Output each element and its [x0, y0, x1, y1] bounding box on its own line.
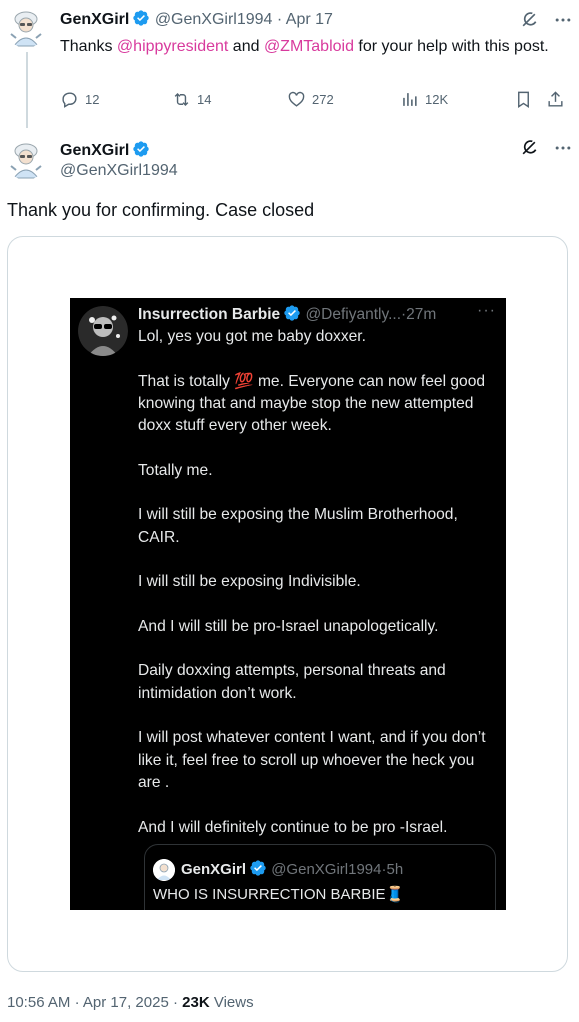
quote-avatar	[153, 859, 175, 881]
screenshot-avatar	[78, 306, 128, 356]
screenshot-more-icon: ···	[477, 302, 496, 319]
tweet-text: Thank you for confirming. Case closed	[7, 200, 315, 220]
avatar-image	[6, 140, 46, 180]
screenshot-paragraph: And I will still be pro-Israel unapologetically.	[138, 617, 439, 635]
views-count[interactable]: 23K	[182, 994, 210, 1011]
post-metadata	[7, 994, 254, 1011]
screenshot-display-name: Insurrection Barbie	[138, 306, 281, 323]
share-icon	[546, 90, 565, 109]
screenshot-text	[138, 326, 498, 861]
reply-count: 12	[85, 92, 100, 107]
screenshot-time: 27m	[406, 306, 437, 323]
reply-button[interactable]	[60, 90, 99, 109]
share-button[interactable]	[546, 90, 565, 109]
post-full-date[interactable]: Apr 17, 2025	[82, 994, 169, 1011]
bookmark-icon	[514, 90, 533, 109]
like-icon	[287, 90, 306, 109]
quote-handle: @GenXGirl1994	[271, 861, 382, 878]
tweet-text-part: Thanks	[60, 38, 117, 55]
repost-icon	[172, 90, 191, 109]
handle[interactable]: @GenXGirl1994	[60, 162, 178, 179]
screenshot-paragraph: That is totally 💯 me. Everyone can now feel good knowing that and maybe stop the new attempted doxx stuff every other week.	[138, 372, 486, 435]
media-attachment[interactable]	[7, 236, 568, 972]
display-name-row	[60, 140, 150, 160]
screenshot-quote-tweet	[144, 844, 496, 910]
screenshot-paragraph: Lol, yes you got me baby doxxer.	[138, 328, 366, 345]
separator: ·	[172, 994, 178, 1011]
grok-icon[interactable]	[519, 138, 539, 158]
verified-badge-icon	[283, 304, 301, 322]
avatar-image	[6, 8, 46, 48]
separator: ·	[381, 861, 387, 878]
mention-link[interactable]: @hippyresident	[116, 38, 229, 55]
mention-link[interactable]: @ZMTabloid	[263, 38, 354, 55]
avatar-image	[78, 306, 128, 356]
screenshot-header	[138, 304, 436, 324]
views-icon	[400, 90, 419, 109]
tweet-text	[60, 35, 560, 58]
tweet-actions	[60, 90, 570, 112]
screenshot-paragraph: Daily doxxing attempts, personal threats and intimidation don’t work.	[138, 662, 446, 702]
verified-badge-icon	[132, 9, 150, 27]
screenshot-paragraph: And I will definitely continue to be pro -Israel.	[138, 818, 448, 836]
display-name[interactable]: GenXGirl	[60, 11, 130, 28]
separator: ·	[401, 306, 407, 323]
like-button[interactable]	[287, 90, 334, 109]
display-name[interactable]: GenXGirl	[60, 142, 130, 159]
repost-button[interactable]	[172, 90, 211, 109]
separator: ·	[74, 994, 80, 1011]
tweet-header	[60, 9, 333, 29]
quote-text: WHO IS INSURRECTION BARBIE🧵	[153, 886, 405, 903]
more-icon[interactable]	[553, 138, 573, 158]
screenshot-paragraph: I will still be exposing Indivisible.	[138, 573, 361, 591]
quote-header	[181, 859, 403, 878]
bookmark-button[interactable]	[514, 90, 533, 109]
embedded-screenshot	[70, 298, 506, 910]
verified-badge-icon	[132, 140, 150, 158]
tweet-text-part: and	[228, 38, 264, 55]
avatar[interactable]	[6, 8, 46, 48]
reply-icon	[60, 90, 79, 109]
verified-badge-icon	[249, 859, 267, 877]
screenshot-paragraph: I will still be exposing the Muslim Brotherhood, CAIR.	[138, 506, 458, 546]
quote-time: 5h	[386, 861, 404, 878]
separator: ·	[276, 11, 283, 28]
screenshot-paragraph: I will post whatever content I want, and if you don’t like it, feel free to scroll up whoever the heck you are .	[138, 729, 486, 791]
like-count: 272	[312, 92, 334, 107]
thread-line	[26, 52, 28, 128]
screenshot-handle: @Defiyantly...	[305, 306, 401, 323]
quote-display-name: GenXGirl	[181, 861, 247, 878]
screenshot-paragraph: Totally me.	[138, 461, 213, 479]
tweet-top-actions	[519, 10, 573, 30]
grok-icon[interactable]	[519, 10, 539, 30]
more-icon[interactable]	[553, 10, 573, 30]
avatar-image	[153, 859, 175, 881]
views-count: 12K	[425, 92, 449, 107]
post-time[interactable]: 10:56 AM	[7, 994, 71, 1011]
avatar[interactable]	[6, 140, 46, 180]
tweet-top-actions	[519, 138, 573, 158]
tweet-text-part: for your help with this post.	[353, 38, 549, 55]
handle[interactable]: @GenXGirl1994	[154, 11, 273, 28]
views-label: Views	[209, 994, 254, 1011]
repost-count: 14	[197, 92, 212, 107]
views-button[interactable]	[400, 90, 448, 109]
post-date[interactable]: Apr 17	[285, 11, 333, 28]
